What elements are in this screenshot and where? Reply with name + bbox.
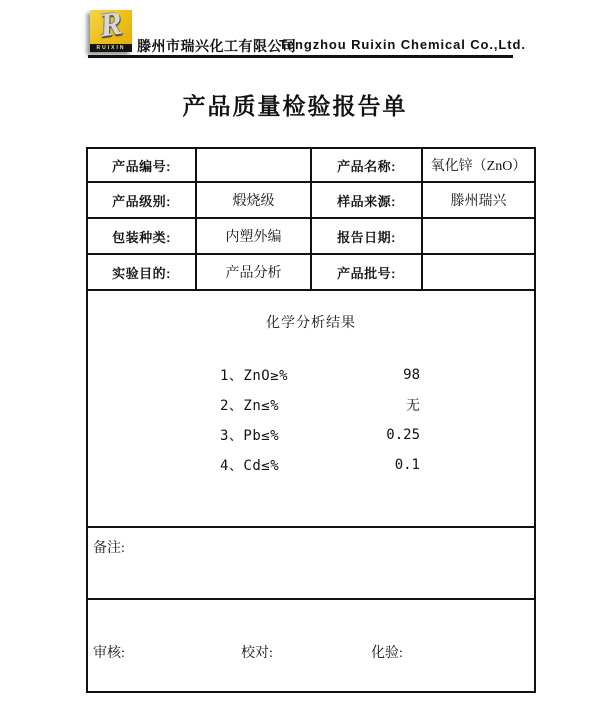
logo-brand-band: RUIXIN bbox=[90, 44, 132, 52]
header-divider bbox=[88, 55, 513, 58]
field-value-batch-no bbox=[423, 255, 534, 291]
analysis-item-value: 0.1 bbox=[394, 457, 420, 473]
signature-test-label: 化验: bbox=[371, 646, 403, 661]
company-name-chinese: 滕州市瑞兴化工有限公司 bbox=[137, 40, 297, 55]
analysis-item-value: 无 bbox=[406, 398, 420, 414]
field-value-product-grade: 煅烧级 bbox=[197, 183, 312, 219]
report-table bbox=[86, 147, 536, 693]
analysis-item-name: 1、ZnO≥% bbox=[220, 368, 289, 384]
analysis-title: 化学分析结果 bbox=[266, 316, 356, 331]
analysis-item-name: 3、Pb≤% bbox=[220, 428, 280, 444]
field-value-test-purpose: 产品分析 bbox=[197, 255, 312, 291]
signature-proofread-label: 校对: bbox=[241, 646, 273, 661]
field-label-package-type: 包装种类: bbox=[88, 219, 197, 255]
field-label-product-grade: 产品级别: bbox=[88, 183, 197, 219]
analysis-section bbox=[88, 291, 534, 528]
analysis-item-zn bbox=[220, 390, 420, 420]
analysis-list bbox=[220, 360, 420, 480]
analysis-item-value: 98 bbox=[403, 367, 420, 383]
field-value-sample-source: 滕州瑞兴 bbox=[423, 183, 534, 219]
analysis-item-zno bbox=[220, 360, 420, 390]
field-label-batch-no: 产品批号: bbox=[312, 255, 423, 291]
field-value-product-no bbox=[197, 149, 312, 183]
field-value-package-type: 内塑外编 bbox=[197, 219, 312, 255]
remarks-label: 备注: bbox=[93, 541, 125, 556]
signature-review-label: 审核: bbox=[93, 646, 125, 661]
analysis-item-name: 4、Cd≤% bbox=[220, 458, 280, 474]
signatures-section bbox=[88, 600, 534, 691]
analysis-item-cd bbox=[220, 450, 420, 480]
field-label-product-name: 产品名称: bbox=[312, 149, 423, 183]
analysis-item-name: 2、Zn≤% bbox=[220, 398, 280, 414]
company-name-english: Tengzhou Ruixin Chemical Co.,Ltd. bbox=[279, 37, 526, 52]
field-label-report-date: 报告日期: bbox=[312, 219, 423, 255]
company-logo bbox=[90, 5, 132, 52]
field-value-product-name: 氧化锌（ZnO） bbox=[423, 149, 534, 183]
remarks-section bbox=[88, 528, 534, 600]
page-title: 产品质量检验报告单 bbox=[182, 93, 408, 119]
analysis-item-value: 0.25 bbox=[386, 427, 420, 443]
field-value-report-date bbox=[423, 219, 534, 255]
logo-r-letter: R bbox=[97, 5, 125, 45]
field-label-test-purpose: 实验目的: bbox=[88, 255, 197, 291]
field-label-sample-source: 样品来源: bbox=[312, 183, 423, 219]
analysis-item-pb bbox=[220, 420, 420, 450]
field-label-product-no: 产品编号: bbox=[88, 149, 197, 183]
